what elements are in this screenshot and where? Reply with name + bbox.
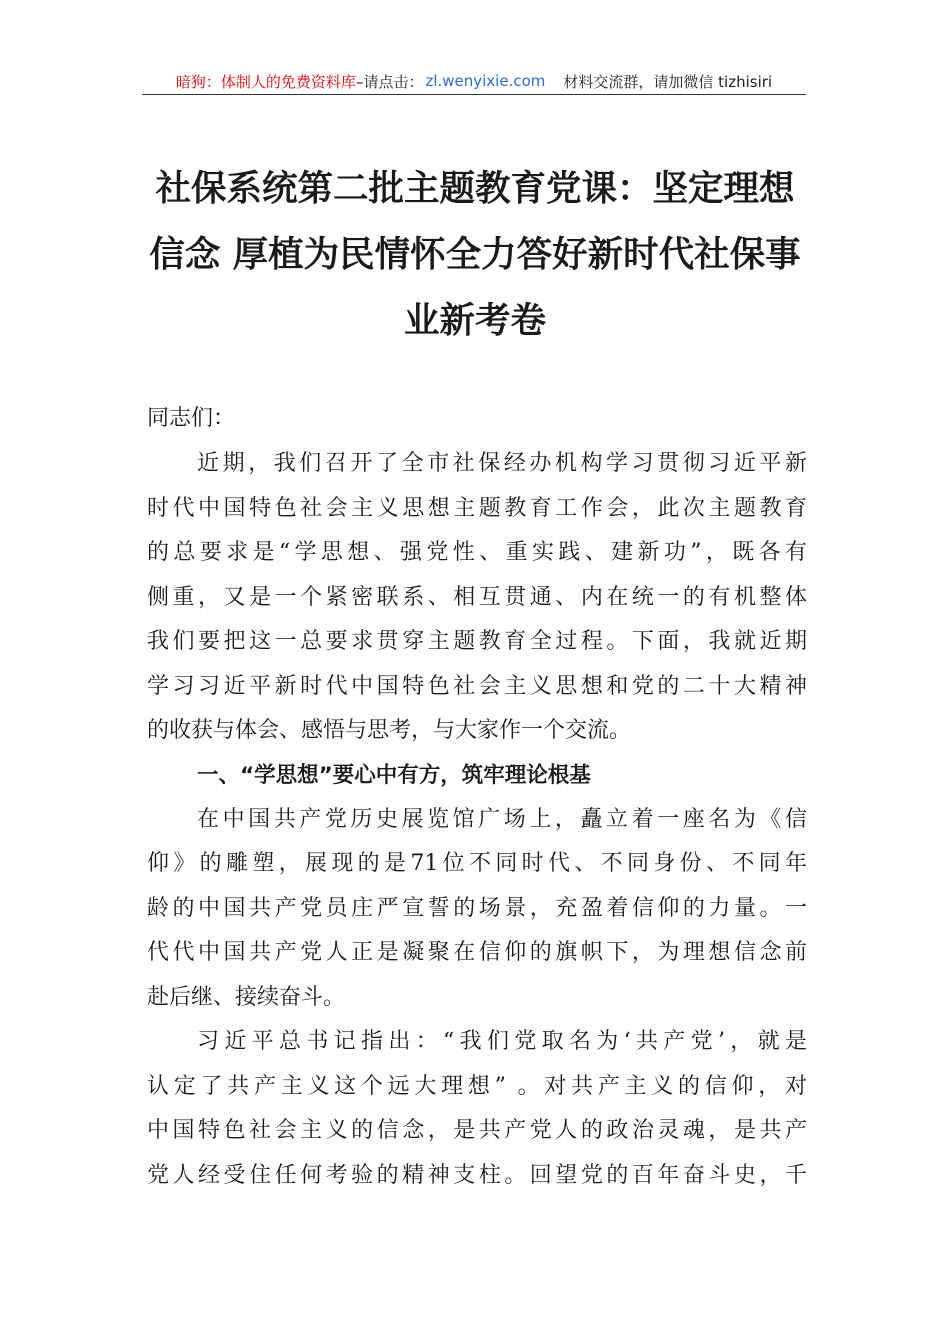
text-line: 在中国共产党历史展览馆广场上，矗立着一座名为《信 — [197, 806, 807, 832]
text-line: 赴后继、接续奋斗。 — [147, 984, 346, 1010]
text-line: 近期，我们召开了全市社保经办机构学习贯彻习近平新 — [197, 451, 807, 476]
text-line: 代代中国共产党人正是凝聚在信仰的旗帜下，为理想信念前 — [147, 940, 807, 965]
salutation: 同志们： — [147, 406, 236, 431]
header-brand: 暗狗：体制人的免费资料库 — [175, 72, 356, 91]
text-line: 的收获与体会、感悟与思考，与大家作一个交流。 — [147, 718, 632, 743]
document-body — [147, 397, 807, 1198]
title-line: 信念 厚植为民情怀全力答好新时代社保事 — [149, 234, 801, 275]
page-header — [142, 68, 806, 95]
text-line: 龄的中国共产党员庄严宣誓的场景，充盈着信仰的力量。一 — [147, 895, 807, 921]
text-line: 我们要把这一总要求贯穿主题教育全过程。下面，我就近期 — [147, 629, 807, 654]
text-line: 中国特色社会主义的信念，是共产党人的政治灵魂，是共产 — [147, 1118, 807, 1143]
section-heading-1: 一、“学思想”要心中有方，筑牢理论根基 — [197, 762, 591, 788]
title-line: 社保系统第二批主题教育党课：坚定理想 — [155, 168, 795, 209]
text-line: 党人经受住任何考验的精神支柱。回望党的百年奋斗史，千 — [147, 1162, 807, 1188]
text-line: 认定了共产主义这个远大理想” 。对共产主义的信仰，对 — [147, 1073, 807, 1099]
text-line: 学习习近平新时代中国特色社会主义思想和党的二十大精神 — [147, 673, 807, 699]
document-title — [142, 156, 808, 354]
title-line: 业新考卷 — [403, 300, 546, 341]
text-line: 侧重，又是一个紧密联系、相互贯通、内在统一的有机整体 — [147, 584, 807, 610]
text-line: 习近平总书记指出：“我们党取名为‘共产党’，就是 — [197, 1029, 807, 1054]
header-url-link[interactable]: zl.wenyixie.com — [425, 72, 546, 90]
text-line: 时代中国特色社会主义思想主题教育工作会，此次主题教育 — [147, 495, 807, 521]
header-wechat-note: 材料交流群，请加微信 tizhisiri — [563, 72, 773, 91]
text-line: 仰》的雕塑，展现的是71位不同时代、不同身份、不同年 — [147, 851, 807, 876]
text-line: 的总要求是“学思想、强党性、重实践、建新功”，既各有 — [147, 540, 807, 565]
paragraph-quote — [147, 1020, 807, 1198]
paragraph-intro — [147, 442, 807, 754]
paragraph-sculpture — [147, 798, 807, 1021]
header-click-prefix: –请点击： — [355, 72, 424, 91]
